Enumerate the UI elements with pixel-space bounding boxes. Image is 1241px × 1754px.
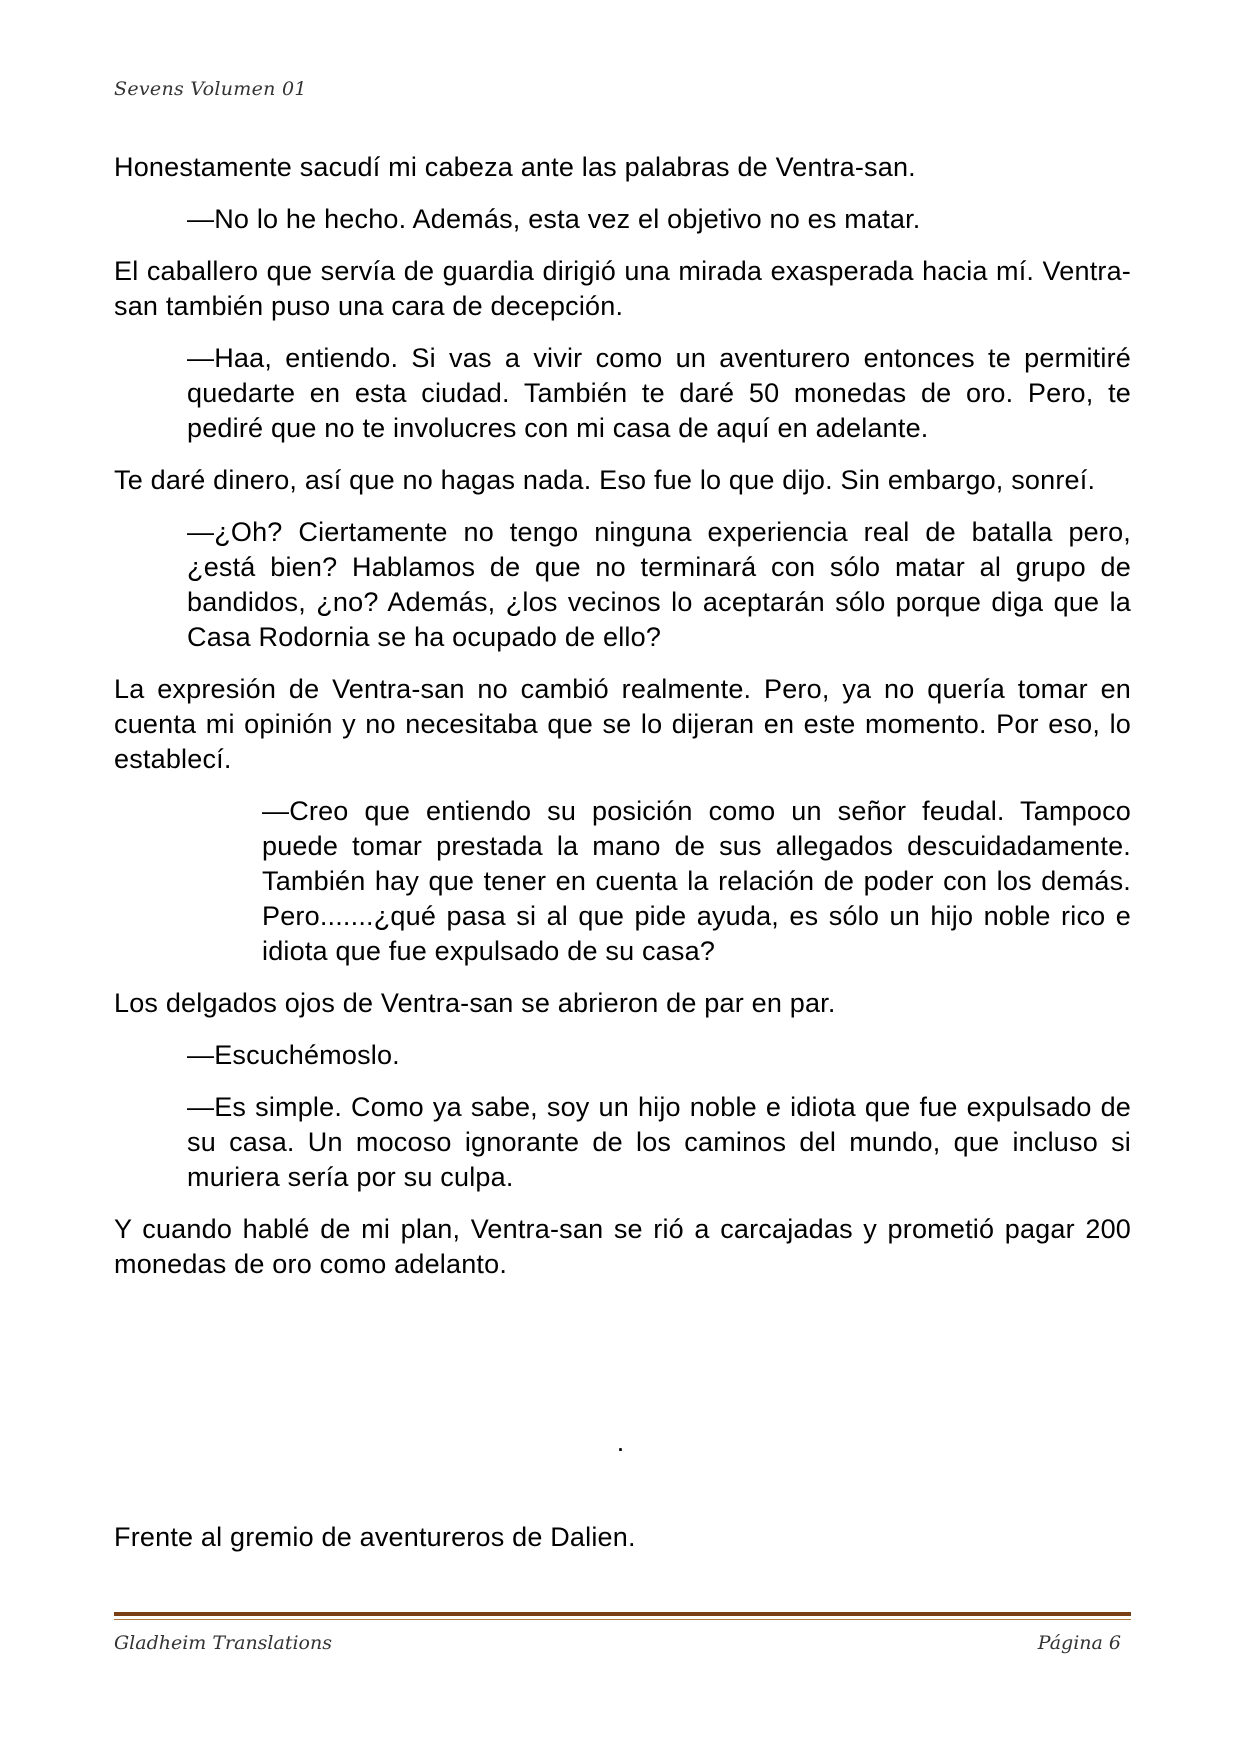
dialogue-line: —No lo he hecho. Además, esta vez el objetivo no es matar. bbox=[187, 204, 921, 234]
page-number: Página 6 bbox=[1037, 1632, 1121, 1654]
paragraph: Honestamente sacudí mi cabeza ante las palabras de Ventra-san. bbox=[114, 152, 916, 182]
dialogue-line: —Creo que entiendo su posición como un señor feudal. Tampoco puede tomar prestada la mano de sus allegados descuidadamente. También hay que tener en cuenta la relación de poder con los demás. Pero.......¿qué pasa si al que pide ayuda, es sólo un hijo noble rico e idiota que fue expulsado de su casa? bbox=[262, 796, 1131, 966]
dialogue-line: —Escuchémoslo. bbox=[187, 1040, 400, 1070]
footer-rule-thin bbox=[114, 1619, 1131, 1620]
dialogue-line: —Haa, entiendo. Si vas a vivir como un aventurero entonces te permitiré quedarte en esta ciudad. También te daré 50 monedas de oro. Pero, te pediré que no te involucres con mi casa de aquí en adelante. bbox=[187, 343, 1131, 443]
paragraph: Y cuando hablé de mi plan, Ventra-san se rió a carcajadas y prometió pagar 200 monedas de oro como adelanto. bbox=[114, 1214, 1131, 1279]
paragraph: Te daré dinero, así que no hagas nada. Eso fue lo que dijo. Sin embargo, sonreí. bbox=[114, 465, 1096, 495]
scene-separator: . bbox=[616, 1427, 625, 1457]
dialogue-line: —¿Oh? Ciertamente no tengo ninguna experiencia real de batalla pero, ¿está bien? Hablamos de que no terminará con sólo matar al grupo de bandidos, ¿no? Además, ¿los vecinos lo aceptarán sólo porque diga que la Casa Rodornia se ha ocupado de ello? bbox=[187, 517, 1131, 652]
paragraph: Los delgados ojos de Ventra-san se abrieron de par en par. bbox=[114, 988, 836, 1018]
footer-credit: Gladheim Translations bbox=[114, 1632, 332, 1654]
paragraph: La expresión de Ventra-san no cambió realmente. Pero, ya no quería tomar en cuenta mi opinión y no necesitaba que se lo dijeran en este momento. Por eso, lo establecí. bbox=[114, 674, 1131, 774]
footer-rule bbox=[114, 1612, 1131, 1616]
scene-line: Frente al gremio de aventureros de Dalien. bbox=[114, 1522, 636, 1552]
running-header: Sevens Volumen 01 bbox=[114, 78, 307, 100]
paragraph: El caballero que servía de guardia dirigió una mirada exasperada hacia mí. Ventra-san también puso una cara de decepción. bbox=[114, 256, 1131, 321]
page-body bbox=[114, 150, 1131, 1299]
dialogue-line: —Es simple. Como ya sabe, soy un hijo noble e idiota que fue expulsado de su casa. Un mocoso ignorante de los caminos del mundo, que incluso si muriera sería por su culpa. bbox=[187, 1092, 1131, 1192]
